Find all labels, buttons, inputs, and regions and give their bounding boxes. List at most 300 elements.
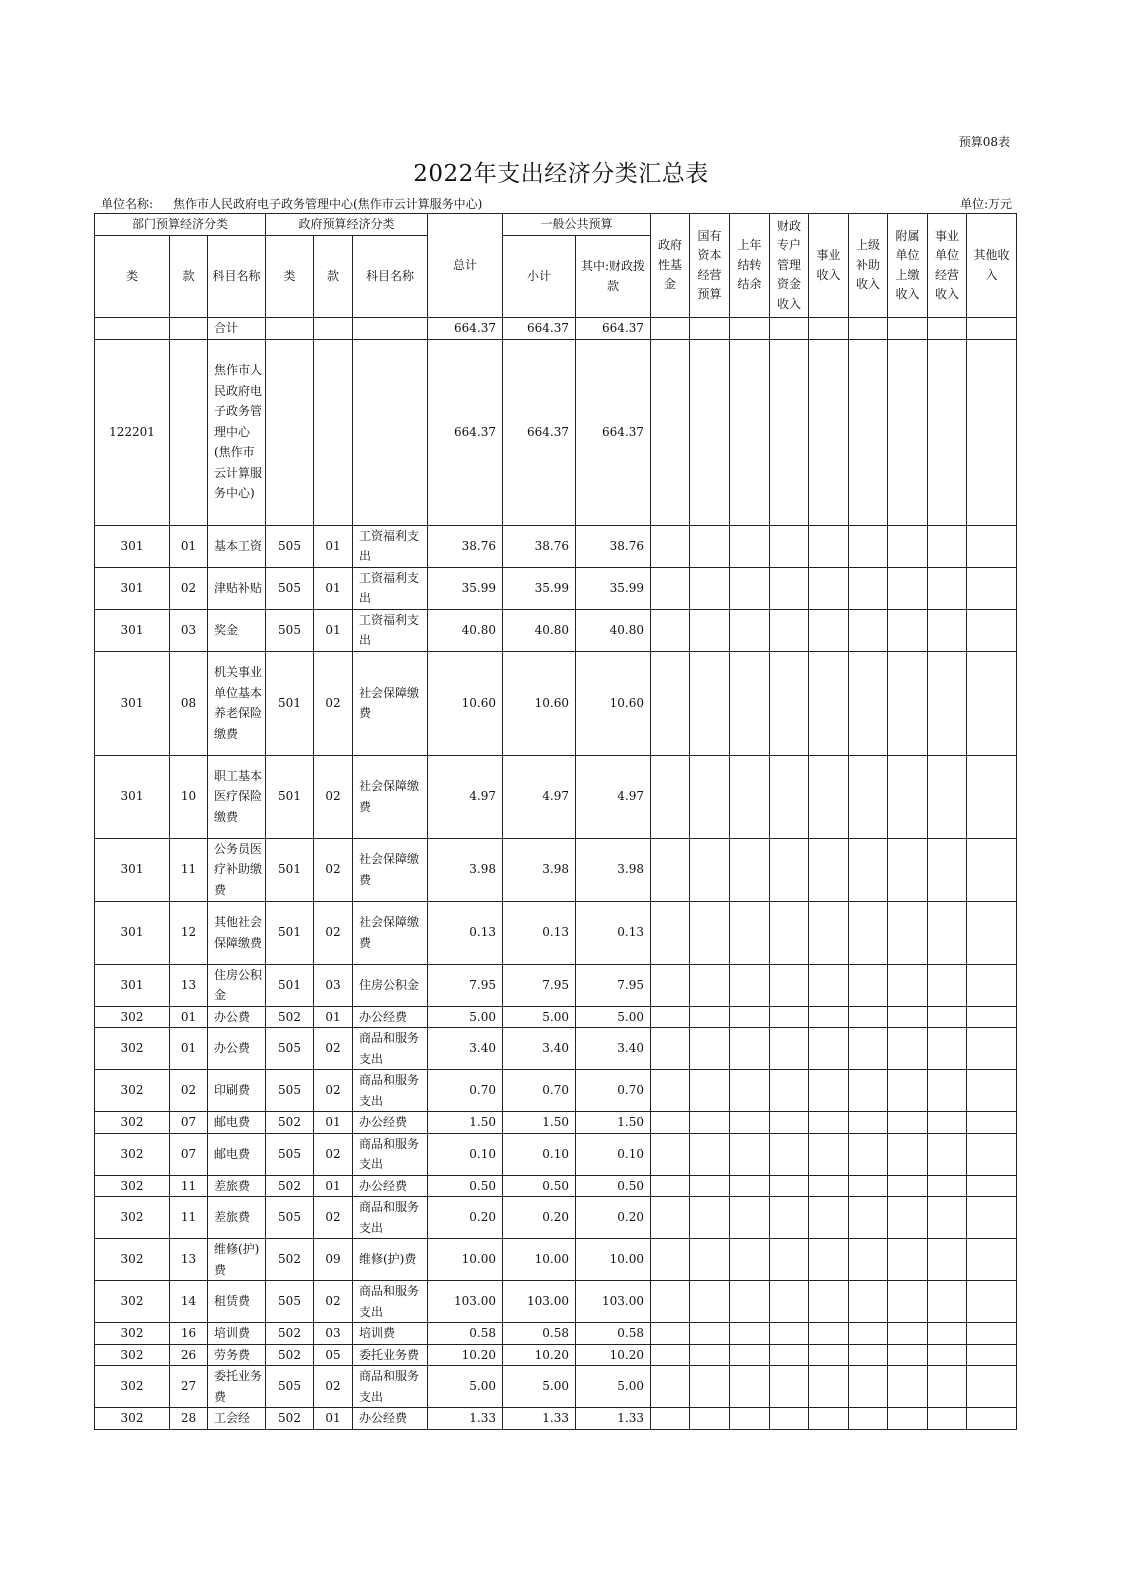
cell-dept-kuan: 02 [170, 1070, 208, 1112]
cell-empty [651, 1408, 690, 1430]
budget-body [95, 318, 1017, 1430]
cell-subtotal: 7.95 [503, 964, 576, 1006]
cell-total: 38.76 [428, 525, 503, 567]
cell-gov-kuan: 02 [314, 1028, 353, 1070]
cell-dept-lei: 301 [95, 964, 170, 1006]
cell-empty [928, 1323, 967, 1345]
cell-gov-name: 办公经费 [353, 1408, 428, 1430]
cell-fiscal: 38.76 [576, 525, 651, 567]
cell-fiscal: 3.40 [576, 1028, 651, 1070]
currency-unit: 单位:万元 [959, 197, 1012, 211]
cell-empty [651, 1133, 690, 1175]
cell-subtotal: 664.37 [503, 318, 576, 340]
cell-dept-kuan: 01 [170, 525, 208, 567]
cell-empty [690, 1133, 730, 1175]
cell-empty [888, 1239, 928, 1281]
cell-fiscal: 40.80 [576, 609, 651, 651]
cell-empty [730, 339, 770, 525]
cell-empty [809, 567, 849, 609]
cell-total: 1.33 [428, 1408, 503, 1430]
cell-empty [651, 1366, 690, 1408]
cell-empty [730, 1281, 770, 1323]
cell-empty [770, 1006, 809, 1028]
cell-gov-lei: 505 [266, 1366, 314, 1408]
cell-gov-name: 工资福利支出 [353, 609, 428, 651]
cell-subtotal: 3.40 [503, 1028, 576, 1070]
cell-empty [928, 318, 967, 340]
cell-dept-lei: 301 [95, 755, 170, 838]
cell-total: 5.00 [428, 1006, 503, 1028]
cell-dept-name: 公务员医疗补助缴费 [208, 838, 266, 901]
cell-empty [770, 1175, 809, 1197]
cell-gov-name: 工资福利支出 [353, 567, 428, 609]
cell-gov-lei: 505 [266, 1070, 314, 1112]
cell-gov-name: 住房公积金 [353, 964, 428, 1006]
header-gov-lei: 类 [266, 236, 314, 318]
cell-gov-name: 商品和服务支出 [353, 1281, 428, 1323]
cell-empty [690, 1006, 730, 1028]
cell-gov-lei: 502 [266, 1323, 314, 1345]
cell-dept-lei: 302 [95, 1112, 170, 1134]
cell-gov-kuan [314, 339, 353, 525]
cell-empty [651, 838, 690, 901]
cell-empty [690, 1070, 730, 1112]
cell-empty [809, 1112, 849, 1134]
cell-empty [888, 525, 928, 567]
table-row [95, 1366, 1017, 1408]
cell-fiscal: 0.13 [576, 901, 651, 964]
cell-dept-name: 租赁费 [208, 1281, 266, 1323]
cell-empty [928, 1112, 967, 1134]
cell-empty [730, 525, 770, 567]
cell-empty [849, 1408, 888, 1430]
cell-dept-kuan: 08 [170, 651, 208, 755]
cell-empty [849, 651, 888, 755]
cell-dept-kuan: 11 [170, 1197, 208, 1239]
cell-empty [770, 1344, 809, 1366]
cell-empty [849, 567, 888, 609]
cell-empty [967, 1112, 1017, 1134]
table-row [95, 1344, 1017, 1366]
cell-empty [651, 755, 690, 838]
cell-empty [651, 651, 690, 755]
header-gov-group: 政府预算经济分类 [266, 214, 428, 236]
cell-empty [770, 838, 809, 901]
cell-empty [888, 1175, 928, 1197]
cell-gov-kuan: 09 [314, 1239, 353, 1281]
table-row [95, 567, 1017, 609]
cell-empty [651, 1006, 690, 1028]
cell-empty [730, 901, 770, 964]
cell-total: 0.70 [428, 1070, 503, 1112]
cell-dept-name: 其他社会保障缴费 [208, 901, 266, 964]
cell-empty [849, 1197, 888, 1239]
table-row [95, 1133, 1017, 1175]
cell-empty [730, 318, 770, 340]
cell-empty [849, 318, 888, 340]
cell-dept-kuan: 01 [170, 1006, 208, 1028]
cell-empty [730, 1112, 770, 1134]
cell-gov-lei: 502 [266, 1112, 314, 1134]
cell-fiscal: 0.50 [576, 1175, 651, 1197]
cell-dept-lei [95, 318, 170, 340]
cell-empty [888, 651, 928, 755]
cell-dept-lei: 301 [95, 838, 170, 901]
cell-empty [849, 838, 888, 901]
cell-empty [690, 901, 730, 964]
cell-subtotal: 0.70 [503, 1070, 576, 1112]
cell-empty [967, 567, 1017, 609]
cell-empty [967, 1408, 1017, 1430]
cell-gov-kuan: 02 [314, 1366, 353, 1408]
cell-empty [928, 1408, 967, 1430]
cell-empty [770, 318, 809, 340]
cell-empty [849, 1006, 888, 1028]
cell-total: 35.99 [428, 567, 503, 609]
cell-dept-kuan: 16 [170, 1323, 208, 1345]
header-fiscal: 其中:财政拨款 [576, 236, 651, 318]
cell-empty [928, 1281, 967, 1323]
cell-empty [967, 525, 1017, 567]
cell-gov-name: 培训费 [353, 1323, 428, 1345]
cell-dept-kuan: 13 [170, 1239, 208, 1281]
table-row [95, 1028, 1017, 1070]
cell-empty [730, 1175, 770, 1197]
cell-empty [770, 525, 809, 567]
cell-empty [888, 339, 928, 525]
header-special-fund: 财政专户管理资金收入 [770, 214, 809, 318]
cell-dept-kuan [170, 318, 208, 340]
cell-empty [770, 1112, 809, 1134]
header-business-income: 事业收入 [809, 214, 849, 318]
cell-empty [690, 1239, 730, 1281]
cell-dept-name: 办公费 [208, 1028, 266, 1070]
cell-empty [651, 1070, 690, 1112]
cell-gov-kuan: 01 [314, 1006, 353, 1028]
cell-dept-name: 奖金 [208, 609, 266, 651]
cell-empty [928, 1070, 967, 1112]
cell-subtotal: 1.50 [503, 1112, 576, 1134]
cell-empty [888, 838, 928, 901]
cell-fiscal: 664.37 [576, 339, 651, 525]
cell-empty [888, 1028, 928, 1070]
cell-dept-lei: 302 [95, 1281, 170, 1323]
cell-empty [809, 1133, 849, 1175]
table-row [95, 1197, 1017, 1239]
cell-empty [730, 609, 770, 651]
cell-empty [770, 1239, 809, 1281]
cell-gov-kuan: 02 [314, 1070, 353, 1112]
cell-empty [690, 609, 730, 651]
cell-empty [809, 1239, 849, 1281]
cell-empty [888, 1281, 928, 1323]
cell-empty [770, 1133, 809, 1175]
cell-dept-kuan: 26 [170, 1344, 208, 1366]
cell-empty [809, 1175, 849, 1197]
cell-empty [928, 1239, 967, 1281]
cell-empty [730, 1197, 770, 1239]
cell-empty [809, 609, 849, 651]
cell-gov-lei: 502 [266, 1006, 314, 1028]
cell-empty [967, 1197, 1017, 1239]
cell-empty [849, 1175, 888, 1197]
cell-dept-lei: 301 [95, 525, 170, 567]
cell-fiscal: 1.50 [576, 1112, 651, 1134]
cell-empty [651, 1175, 690, 1197]
cell-fiscal: 0.10 [576, 1133, 651, 1175]
cell-subtotal: 0.50 [503, 1175, 576, 1197]
cell-dept-name: 津贴补贴 [208, 567, 266, 609]
header-affiliated-income: 附属单位上缴收入 [888, 214, 928, 318]
cell-empty [967, 1366, 1017, 1408]
cell-empty [928, 838, 967, 901]
cell-gov-name [353, 318, 428, 340]
cell-empty [809, 1323, 849, 1345]
cell-dept-kuan: 28 [170, 1408, 208, 1430]
cell-dept-kuan: 11 [170, 838, 208, 901]
cell-dept-kuan: 10 [170, 755, 208, 838]
cell-empty [809, 1070, 849, 1112]
cell-gov-kuan: 01 [314, 525, 353, 567]
cell-empty [730, 1344, 770, 1366]
cell-empty [967, 1006, 1017, 1028]
header-total: 总计 [428, 214, 503, 318]
table-row [95, 901, 1017, 964]
cell-empty [730, 1070, 770, 1112]
cell-empty [888, 964, 928, 1006]
cell-empty [888, 609, 928, 651]
cell-empty [770, 1323, 809, 1345]
cell-empty [849, 339, 888, 525]
cell-dept-kuan: 07 [170, 1112, 208, 1134]
cell-gov-lei [266, 339, 314, 525]
cell-gov-name: 维修(护)费 [353, 1239, 428, 1281]
table-row [95, 318, 1017, 340]
cell-gov-kuan: 01 [314, 1112, 353, 1134]
cell-subtotal: 103.00 [503, 1281, 576, 1323]
cell-empty [809, 964, 849, 1006]
cell-empty [928, 567, 967, 609]
cell-fiscal: 10.00 [576, 1239, 651, 1281]
cell-empty [967, 1133, 1017, 1175]
cell-total: 10.60 [428, 651, 503, 755]
cell-total: 10.20 [428, 1344, 503, 1366]
page-title: 2022年支出经济分类汇总表 [413, 161, 709, 187]
cell-empty [888, 1112, 928, 1134]
cell-empty [967, 1323, 1017, 1345]
cell-empty [730, 1028, 770, 1070]
cell-empty [651, 1239, 690, 1281]
cell-gov-kuan: 02 [314, 1281, 353, 1323]
cell-gov-kuan: 01 [314, 1408, 353, 1430]
cell-empty [690, 1344, 730, 1366]
cell-fiscal: 664.37 [576, 318, 651, 340]
cell-fiscal: 0.70 [576, 1070, 651, 1112]
cell-dept-kuan: 03 [170, 609, 208, 651]
cell-gov-kuan: 03 [314, 964, 353, 1006]
cell-fiscal: 4.97 [576, 755, 651, 838]
cell-gov-lei: 502 [266, 1175, 314, 1197]
cell-dept-lei: 302 [95, 1006, 170, 1028]
cell-empty [967, 609, 1017, 651]
cell-gov-lei: 502 [266, 1408, 314, 1430]
cell-gov-lei: 501 [266, 901, 314, 964]
cell-empty [809, 901, 849, 964]
cell-dept-name: 基本工资 [208, 525, 266, 567]
cell-empty [967, 838, 1017, 901]
cell-gov-kuan [314, 318, 353, 340]
cell-total: 7.95 [428, 964, 503, 1006]
cell-empty [809, 525, 849, 567]
cell-empty [730, 838, 770, 901]
cell-empty [809, 1006, 849, 1028]
cell-empty [690, 1323, 730, 1345]
cell-empty [690, 1112, 730, 1134]
cell-gov-kuan: 01 [314, 1175, 353, 1197]
cell-empty [690, 1408, 730, 1430]
cell-gov-lei: 505 [266, 1197, 314, 1239]
cell-subtotal: 10.20 [503, 1344, 576, 1366]
cell-dept-kuan: 27 [170, 1366, 208, 1408]
cell-gov-kuan: 02 [314, 651, 353, 755]
cell-empty [651, 318, 690, 340]
cell-total: 3.98 [428, 838, 503, 901]
cell-empty [651, 609, 690, 651]
cell-empty [730, 1323, 770, 1345]
cell-empty [651, 525, 690, 567]
cell-empty [770, 1408, 809, 1430]
cell-dept-lei: 302 [95, 1323, 170, 1345]
cell-gov-lei: 505 [266, 525, 314, 567]
cell-empty [928, 609, 967, 651]
unit-line [101, 195, 1012, 211]
cell-empty [651, 1028, 690, 1070]
cell-gov-kuan: 02 [314, 755, 353, 838]
cell-total: 664.37 [428, 318, 503, 340]
cell-empty [967, 1070, 1017, 1112]
cell-empty [849, 755, 888, 838]
cell-gov-kuan: 01 [314, 567, 353, 609]
cell-total: 103.00 [428, 1281, 503, 1323]
cell-empty [967, 755, 1017, 838]
cell-empty [967, 901, 1017, 964]
cell-gov-lei: 501 [266, 964, 314, 1006]
cell-dept-lei: 301 [95, 901, 170, 964]
header-dept-name: 科目名称 [208, 236, 266, 318]
cell-empty [730, 567, 770, 609]
cell-subtotal: 10.00 [503, 1239, 576, 1281]
cell-empty [730, 1366, 770, 1408]
cell-dept-lei: 122201 [95, 339, 170, 525]
cell-fiscal: 10.60 [576, 651, 651, 755]
cell-empty [888, 1006, 928, 1028]
cell-dept-kuan: 01 [170, 1028, 208, 1070]
cell-gov-kuan: 01 [314, 609, 353, 651]
cell-empty [888, 567, 928, 609]
cell-empty [849, 525, 888, 567]
cell-gov-name: 商品和服务支出 [353, 1197, 428, 1239]
cell-empty [651, 1323, 690, 1345]
cell-empty [928, 651, 967, 755]
cell-empty [849, 1323, 888, 1345]
cell-empty [730, 1006, 770, 1028]
cell-empty [690, 339, 730, 525]
cell-empty [888, 318, 928, 340]
cell-dept-name: 委托业务费 [208, 1366, 266, 1408]
table-row [95, 651, 1017, 755]
cell-dept-name: 劳务费 [208, 1344, 266, 1366]
cell-total: 10.00 [428, 1239, 503, 1281]
cell-empty [690, 567, 730, 609]
cell-empty [849, 1112, 888, 1134]
cell-empty [967, 339, 1017, 525]
cell-empty [651, 1281, 690, 1323]
cell-gov-name: 办公经费 [353, 1175, 428, 1197]
table-row [95, 525, 1017, 567]
cell-dept-lei: 302 [95, 1197, 170, 1239]
cell-fiscal: 5.00 [576, 1006, 651, 1028]
header-state-capital: 国有资本经营预算 [690, 214, 730, 318]
cell-gov-lei: 502 [266, 1239, 314, 1281]
table-row [95, 609, 1017, 651]
cell-gov-name: 社会保障缴费 [353, 651, 428, 755]
cell-empty [928, 901, 967, 964]
cell-empty [809, 1344, 849, 1366]
cell-dept-lei: 302 [95, 1239, 170, 1281]
cell-empty [651, 964, 690, 1006]
cell-empty [928, 1344, 967, 1366]
cell-gov-name: 办公经费 [353, 1006, 428, 1028]
header-dept-lei: 类 [95, 236, 170, 318]
cell-gov-kuan: 02 [314, 838, 353, 901]
cell-fiscal: 35.99 [576, 567, 651, 609]
cell-empty [730, 651, 770, 755]
cell-empty [690, 964, 730, 1006]
cell-empty [651, 567, 690, 609]
cell-dept-kuan: 13 [170, 964, 208, 1006]
cell-gov-name [353, 339, 428, 525]
cell-empty [809, 651, 849, 755]
cell-total: 4.97 [428, 755, 503, 838]
cell-gov-name: 工资福利支出 [353, 525, 428, 567]
cell-empty [770, 567, 809, 609]
cell-empty [730, 1239, 770, 1281]
cell-total: 664.37 [428, 339, 503, 525]
table-row [95, 755, 1017, 838]
cell-total: 0.10 [428, 1133, 503, 1175]
cell-empty [770, 1070, 809, 1112]
cell-fiscal: 5.00 [576, 1366, 651, 1408]
cell-dept-name: 职工基本医疗保险缴费 [208, 755, 266, 838]
cell-dept-kuan: 07 [170, 1133, 208, 1175]
cell-gov-lei: 505 [266, 1028, 314, 1070]
cell-dept-name: 邮电费 [208, 1133, 266, 1175]
cell-gov-lei: 501 [266, 838, 314, 901]
header-gov-kuan: 款 [314, 236, 353, 318]
cell-dept-name: 工会经 [208, 1408, 266, 1430]
cell-gov-lei: 505 [266, 567, 314, 609]
cell-empty [967, 318, 1017, 340]
cell-empty [651, 1197, 690, 1239]
cell-empty [770, 651, 809, 755]
cell-empty [770, 1281, 809, 1323]
cell-empty [809, 339, 849, 525]
cell-dept-lei: 301 [95, 651, 170, 755]
cell-gov-kuan: 02 [314, 1197, 353, 1239]
cell-subtotal: 38.76 [503, 525, 576, 567]
cell-gov-lei: 501 [266, 651, 314, 755]
cell-empty [809, 755, 849, 838]
